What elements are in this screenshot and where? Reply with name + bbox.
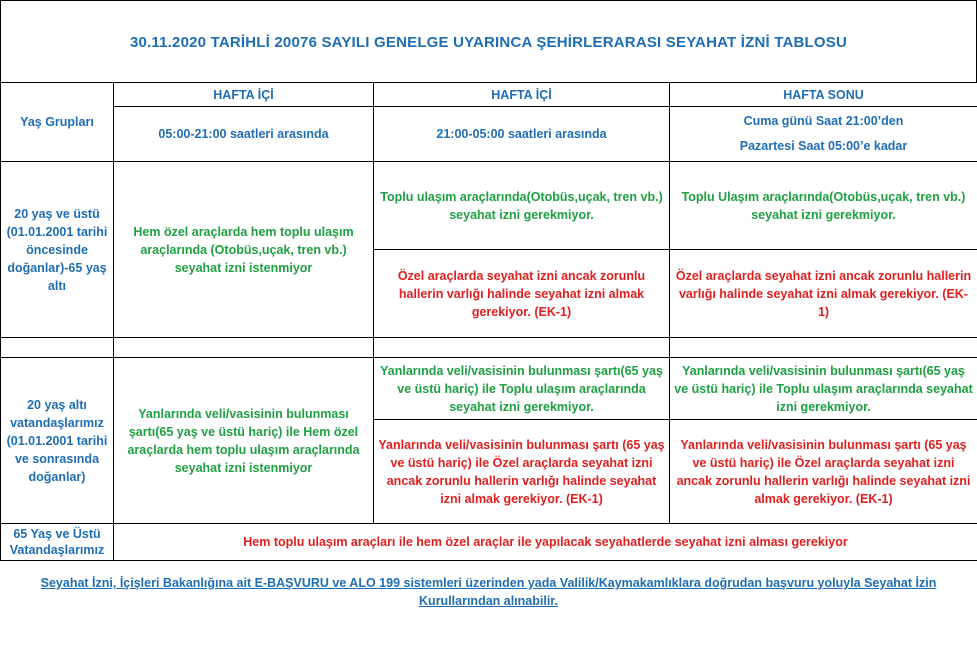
group1-weekday-day-text: Hem özel araçlarda hem toplu ulaşım araçlarında (Otobüs,uçak, tren vb.) seyahat izni istenmiyor [114,162,374,338]
spacer-cell [670,338,977,358]
group1-weeknight-private-text: Özel araçlarda seyahat izni ancak zorunlu hallerin varlığı halinde seyahat izni almak gerekiyor. (EK-1) [374,250,670,338]
weekend-time-header [670,107,977,162]
spacer-cell [1,338,114,358]
weeknight-time-header: 21:00-05:00 saatleri arasında [374,107,670,162]
weekend-time-line1: Cuma günü Saat 21:00’den [743,114,904,128]
group2-row-top [1,358,977,420]
group3-age-label: 65 Yaş ve Üstü Vatandaşlarımız [1,524,114,561]
weekday-day-header: HAFTA İÇİ [114,83,374,107]
page-title: 30.11.2020 TARİHLİ 20076 SAYILI GENELGE UYARINCA ŞEHİRLERARASI SEYAHAT İZNİ TABLOSU [129,33,848,51]
spacer-row [1,338,977,358]
title-box [0,0,977,83]
group2-weeknight-private-text: Yanlarında veli/vasisinin bulunması şartı (65 yaş ve üstü hariç) ile Özel araçlarda seyahat izni ancak zorunlu hallerin varlığı halinde seyahat izni almak gerekiyor. (EK-1) [374,420,670,524]
age-groups-header: Yaş Grupları [1,83,114,162]
weekend-time-line2: Pazartesi Saat 05:00’e kadar [739,139,908,153]
group3-text: Hem toplu ulaşım araçları ile hem özel araçlar ile yapılacak seyahatlerde seyahat izni alması gerekiyor [114,524,977,561]
group1-row-top [1,162,977,250]
group1-weeknight-public-text: Toplu ulaşım araçlarında(Otobüs,uçak, tren vb.) seyahat izni gerekmiyor. [374,162,670,250]
group1-weekend-public-text: Toplu Ulaşım araçlarında(Otobüs,uçak, tren vb.) seyahat izni gerekmiyor. [670,162,977,250]
weeknight-day-header: HAFTA İÇİ [374,83,670,107]
group3-row [1,524,977,561]
footer-note[interactable]: Seyahat İzni, İçişleri Bakanlığına ait E-BAŞVURU ve ALO 199 sistemleri üzerinden yada Valilik/Kaymakamlıklara doğrudan başvuru yoluyla Seyahat İzin Kurullarından alınabilir. [40,576,937,608]
weekend-day-header: HAFTA SONU [670,83,977,107]
group2-weekend-public-text: Yanlarında veli/vasisinin bulunması şartı(65 yaş ve üstü hariç) ile Toplu ulaşım araçlarında seyahat izni gerekmiyor. [670,358,977,420]
weekday-time-header: 05:00-21:00 saatleri arasında [114,107,374,162]
group2-weekday-day-text: Yanlarında veli/vasisinin bulunması şartı(65 yaş ve üstü hariç) ile Hem özel araçlarda hem toplu ulaşım araçlarında seyahat izni istenmiyor [114,358,374,524]
travel-permit-table [0,82,977,561]
header-row-times [1,107,977,162]
spacer-cell [114,338,374,358]
group2-weeknight-public-text: Yanlarında veli/vasisinin bulunması şartı(65 yaş ve üstü hariç) ile Toplu ulaşım araçlarında seyahat izni gerekmiyor. [374,358,670,420]
group1-age-label: 20 yaş ve üstü (01.01.2001 tarihi öncesinde doğanlar)-65 yaş altı [1,162,114,338]
header-row-days [1,83,977,107]
group2-weekend-private-text: Yanlarında veli/vasisinin bulunması şartı (65 yaş ve üstü hariç) ile Özel araçlarda seyahat izni ancak zorunlu hallerin varlığı halinde seyahat izni almak gerekiyor. (EK-1) [670,420,977,524]
spacer-cell [374,338,670,358]
group2-age-label: 20 yaş altı vatandaşlarımız (01.01.2001 tarihi ve sonrasında doğanlar) [1,358,114,524]
group1-weekend-private-text: Özel araçlarda seyahat izni ancak zorunlu hallerin varlığı halinde seyahat izni almak gerekiyor. (EK-1) [670,250,977,338]
